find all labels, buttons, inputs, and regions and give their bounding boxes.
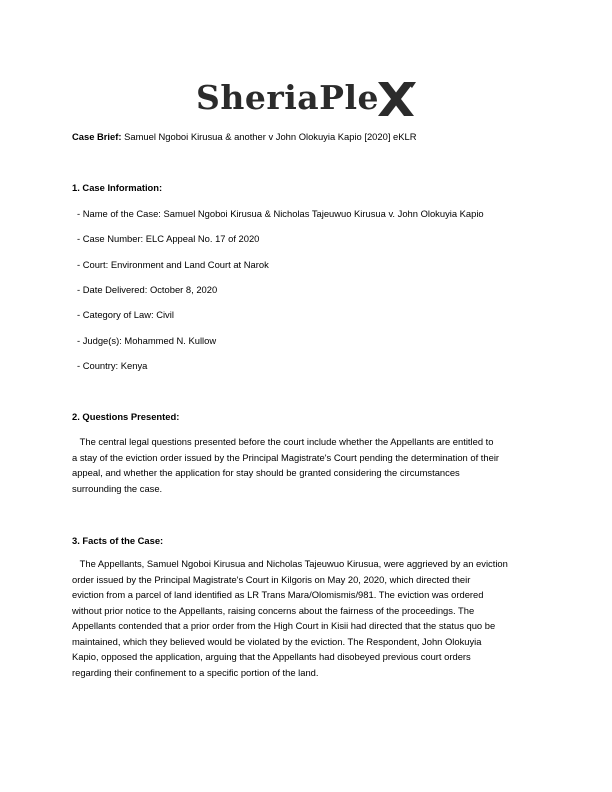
paragraph-line: surrounding the case.: [72, 482, 163, 494]
facts-paragraph: [72, 556, 544, 680]
case-brief-label: Case Brief:: [72, 131, 122, 142]
paragraph-line: The Appellants, Samuel Ngoboi Kirusua and Nicholas Tajeuwuo Kirusua, were aggrieved by an eviction: [72, 558, 508, 569]
paragraph-line: a stay of the eviction order issued by the Principal Magistrate's Court pending the determination of their: [72, 451, 500, 463]
paragraph-line: regarding their confinement to a specific portion of the land.: [72, 666, 319, 678]
case-info-date: - Date Delivered: October 8, 2020: [77, 284, 218, 295]
sheriaplex-logo: [196, 78, 426, 120]
case-info-court: - Court: Environment and Land Court at Narok: [77, 259, 269, 270]
paragraph-line: eviction from a parcel of land identified as LR Trans Mara/Olomismis/981. The eviction was ordered: [72, 589, 484, 600]
facts-heading: 3. Facts of the Case:: [72, 535, 164, 546]
case-brief-line: [72, 131, 416, 143]
logo-wordmark: SheriaPle: [196, 78, 379, 117]
case-info-judges: - Judge(s): Mohammed N. Kullow: [77, 335, 217, 346]
case-info-number: - Case Number: ELC Appeal No. 17 of 2020: [77, 233, 260, 244]
paragraph-line: appeal, and whether the application for stay should be granted considering the circumstances: [72, 467, 460, 478]
case-info-country: - Country: Kenya: [77, 360, 148, 371]
case-brief-title: Samuel Ngoboi Kirusua & another v John Olokuyia Kapio [2020] eKLR: [124, 131, 417, 142]
paragraph-line: Appellants contended that a prior order from the High Court in Kisii had directed that the status quo be: [72, 620, 496, 631]
case-info-category: - Category of Law: Civil: [77, 309, 174, 320]
case-information-heading: 1. Case Information:: [72, 182, 163, 193]
x-mark-icon: [376, 80, 416, 118]
paragraph-line: The central legal questions presented before the court include whether the Appellants are entitled to: [72, 436, 494, 447]
paragraph-line: order issued by the Principal Magistrate's Court in Kilgoris on May 20, 2020, which directed their: [72, 573, 471, 585]
paragraph-line: Kapio, opposed the application, arguing that the Appellants had disobeyed previous court orders: [72, 651, 471, 662]
paragraph-line: maintained, which they believed would be violated by the eviction. The Respondent, John Olokuyia: [72, 635, 482, 647]
questions-presented-paragraph: [72, 434, 544, 496]
case-info-name: - Name of the Case: Samuel Ngoboi Kirusua & Nicholas Tajeuwuo Kirusua v. John Olokuyia Kapio: [77, 208, 484, 219]
paragraph-line: without prior notice to the Appellants, raising concerns about the fairness of the proceedings. The: [72, 604, 475, 616]
questions-presented-heading: 2. Questions Presented:: [72, 411, 180, 422]
